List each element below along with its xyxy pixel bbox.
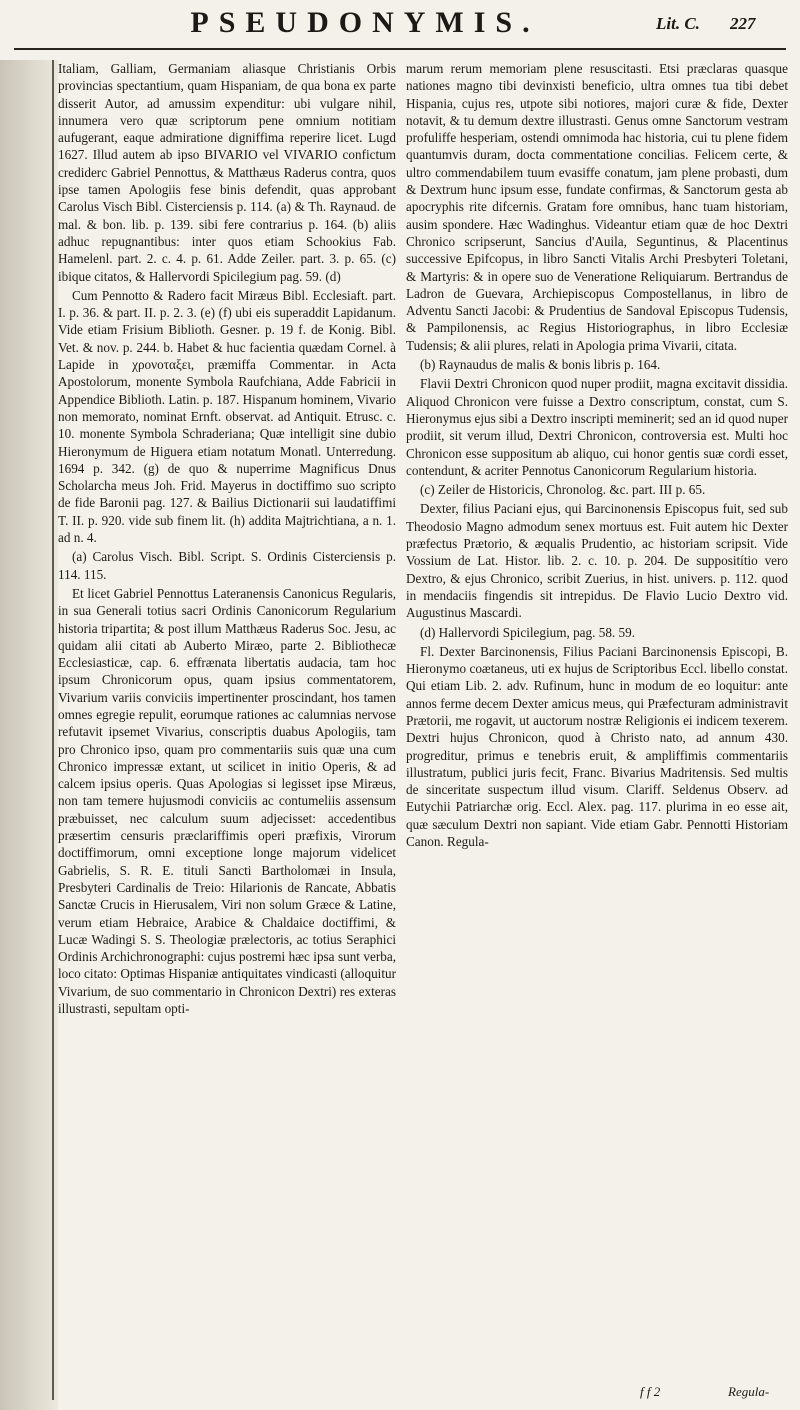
footnote-text: Dexter, filius Paciani ejus, qui Barcinonensis Episcopus fuit, sed sub Theodosio Magno admodum senex mortuus est. Fuit autem hic Dexter præfectus Prætorio, & æqualis Prudentio, ac historiam scripsit. Vide Vossium de Lat. Histor. lib. 2. c. 10. p. 204. De suppositítio vero Dextro, & ejus Chronico, scribit Zuerius, in hist. univers. p. 112. quod in mendaciis fingendis sit intrepidus. De Flavio Lucio Dextro vid. Augustinus Mascardi. [406,501,788,621]
page-header [0,0,800,48]
running-title: PSEUDONYMIS. [190,6,540,39]
body-paragraph: Cum Pennotto & Radero facit Miræus Bibl. Ecclesiaft. part. I. p. 36. & part. II. p. 2. 3. (e) (f) ubi eis superaddit Lapidanum. Vide etiam Frisium Biblioth. Gesner. p. 19 f. de Konig. Bibl. Vet. & nov. p. 244. b. Habet & huc facientia quædam Cornel. à Lapide in χρονοταξει, præmiffa Commentar. in Acta Apostolorum, monente Symbola Raufchiana, Adde Fabricii in Appendice Biblioth. Latin. p. 187. Hispanum hominem, Vivario non memorato, nominat Ernft. observat. ad Antiquit. Etrusc. c. 10. monente Symbola Schraderiana; Quæ intelligit sine dubio Hieronymum de Higuera etiam notatum Monatl. Unterredung. 1694 p. 342. (g) de quo & nuperrime Magnificus Dnus Scholarcha meus Joh. Frid. Mayerus in doctiffimo suo scripto de fide Baronii pag. 127. & Bailius Dictionarii sui laudatiffimi T. II. p. 920. vide sub finem lit. (h) addita Majtrichtiana, a n. 1. ad n. 4. [58,287,396,546]
catchword: Regula- [728,1384,770,1399]
footnote-heading: (d) Hallervordi Spicilegium, pag. 58. 59. [420,624,635,640]
signature-mark: f f 2 [640,1384,661,1399]
footnote-text: Et licet Gabriel Pennottus Lateranensis Canonicus Regularis, in sua Generali totius sacri Ordinis Canonicorum Regularium historia tripartita; & post illum Matthæus Raderus Soc. Jesu, ac quidam alii citati ab Auberto Miræo, parte 2. Bibliothecæ Ecclesiasticæ, cap. 6. effrænata libertatis audacia, tam hoc ipsum Chronicorum opus, quam ipsius commentatorem, Vivarium variis conviciis impertinenter proscindant, hos tamen omnes egregie repulit, eorumque rationes ac calumnias nervose refutavit ipsemet Vivarius, conscriptis duabus Apologiis, tam pro Chronico ipso, quam pro commentariis suis quæ una cum Chronico impressæ extant, ut scilicet in initio Operis, & ad calcem ipsius operis. Quas Apologias si legisset ipse Miræus, non tam temere hujusmodi conviciis ac contumeliis assensum præbuisset, nec calculum suum adjecisset: accedentibus præsertim censuris præclariffimis operi præfixis, Virorum doctiffimorum, omni exceptione longe majorum videlicet Gabrielis, S. R. E. tituli Sancti Bartholomæi in Insula, Presbyteri Cardinalis de Treio: Hilarionis de Rancate, Abbatis Sanctæ Crucis in Hierusalem, Viri non solum Græce & Latine, verum etiam Hebraice, Arabice & Chaldaice doctiffimi, & Lucæ Wadingi S. S. Theologiæ prælectoris, ac totius Seraphici Ordinis Archichronographi: cujus postremi hæc ipsa sunt verba, loco citato: Optimas Hispaniæ antiquitates vindicasti (alloquitur Vivarium, de suo commentario in Chronicon Dextri) res exteras illustrasti, sepultam opti- [58,585,396,1017]
body-paragraph: Italiam, Galliam, Germaniam aliasque Christianis Orbis provincias spectantium, quam Hispaniam, de qua bona ex parte disserit Autor, ad amussim expenditur: ubi vulgare nihil, innumera vero quæ scriptorum pene omnium notitiam aufugerant, eaque admiratione digniffima reperire licet. Lugd 1627. Illud autem ab ipso BIVARIO vel VIVARIO confictum crediderc Gabriel Pennottus, & Matthæus Raderus contra, quos ipse tamen Apologiis fese binis defendit, quas approbant Carolus Visch Bibl. Cisterciensis p. 114. (a) & Th. Raynaud. de mal. & bon. lib. p. 139. sibi fere contrarius p. 164. (b) aliis adhuc repugnantibus: inter quos etiam Schookius Fab. Hamelenl. part. 2. c. 4. p. 61. Adde Zeiler. part. 3. p. 65. (c) ibique citatos, & Hallervordi Spicilegium pag. 59. (d) [58,61,396,284]
margin-rule [52,60,54,1400]
left-column [58,60,396,1017]
page-number: 227 [730,14,756,33]
footnote-text: Fl. Dexter Barcinonensis, Filius Paciani Barcinonensis Episcopi, B. Hieronymo coætaneus, uti ex hujus de Scriptoribus Eccl. libello constat. Qui etiam Lib. 2. adv. Rufinum, hunc in modum de eo loquitur: ante annos ferme decem Dexter amicus meus, qui Præfecturam administravit Prætorii, me rogavit, ut auctorum nostræ Religionis ei indicem texerem. Dextri hujus Chronicon, quod à Christo nato, ad annum 430. progreditur, primus e tenebris eruit, & ampliffimis commentariis illustratum, publici juris fecit, Franc. Bivarius Madritensis. Sed multis de sinceritate suspectum illud visum. Clariff. Seldenus Observ. ad Eutychii Patriarchæ orig. Eccl. Alex. pag. 117. plurima in eo esse ait, quæ sæculum Dextri non sapiant. Vide etiam Gabr. Pennotti Historiam Canon. Regula- [406,643,788,850]
footnote-heading: (b) Raynaudus de malis & bonis libris p. 164. [420,357,661,373]
footnote-heading: (a) Carolus Visch. Bibl. Script. S. Ordinis Cisterciensis p. 114. 115. [58,549,396,582]
footnote-heading: (c) Zeiler de Historicis, Chronolog. &c. part. III p. 65. [420,482,706,498]
section-mark: Lit. C. [656,14,700,33]
header-rule [14,48,786,50]
footnote-text: Flavii Dextri Chronicon quod nuper prodiit, magna excitavit dissidia. Aliquod Chronicon vere fuisse a Dextro conscriptum, constat, cum S. Hieronymus ejus sibi a Dextro inscripti meminerit; sed an id quod nuper prodiit, sit verum illud, Dextri Chronicon, controversia est. Multi hoc Chronicon esse suppositum ab aliquo, cui honor gentis suæ cordi esset, contendunt, & acriter Pennotus Canonicorum Regularium historia. [406,376,788,478]
binding-margin [0,60,58,1410]
body-paragraph: marum rerum memoriam plene resuscitasti. Etsi præclaras quasque nationes magno tibi devinxisti beneficio, ultra omnes tua tibi debet Hispania, cujus res, utpote sibi notiores, majori curæ & fide, Dexter notavit, & tu demum dextre illustrasti. Genus omne Sanctorum vestram profuliffe hesperiam, ostendi omnimoda hac historia, cui tu plene fidem quantumvis duram, docta commentatione concilias. Felicem certe, & ultro commendabilem tuum evasiffe conatum, jam plene probasti, dum & Dextrum hunc ipsum esse, fundate confirmas, & Sanctorum gesta ab apocryphis rite difcernis. Gratam fore omnibus, hanc tuam historiam, ausim spondere. Hæc Wadinghus. Videantur etiam quæ de hoc Dextri Chronico scripserunt, Sancius d'Auila, Seguntinus, & Placentinus successive Epifcopus, in libro Sancti Vitalis Archi Presbyteri Toletani, & Martyris: & in opere suo de Veneratione Reliquiarum. Bertrandus de Ladron de Guevara, Archiepiscopus Compostellanus, in libro de Adventu Sancti Jacobi: & Prudentius de Sandoval Episcopus Tudensis, & Pampilonensis, ac Regius Historiographus, in libro Ecclesiæ Tudensis; & alii plures, relati in Apologia prima Vivarii, citata. [406,61,788,353]
right-column [406,60,788,850]
